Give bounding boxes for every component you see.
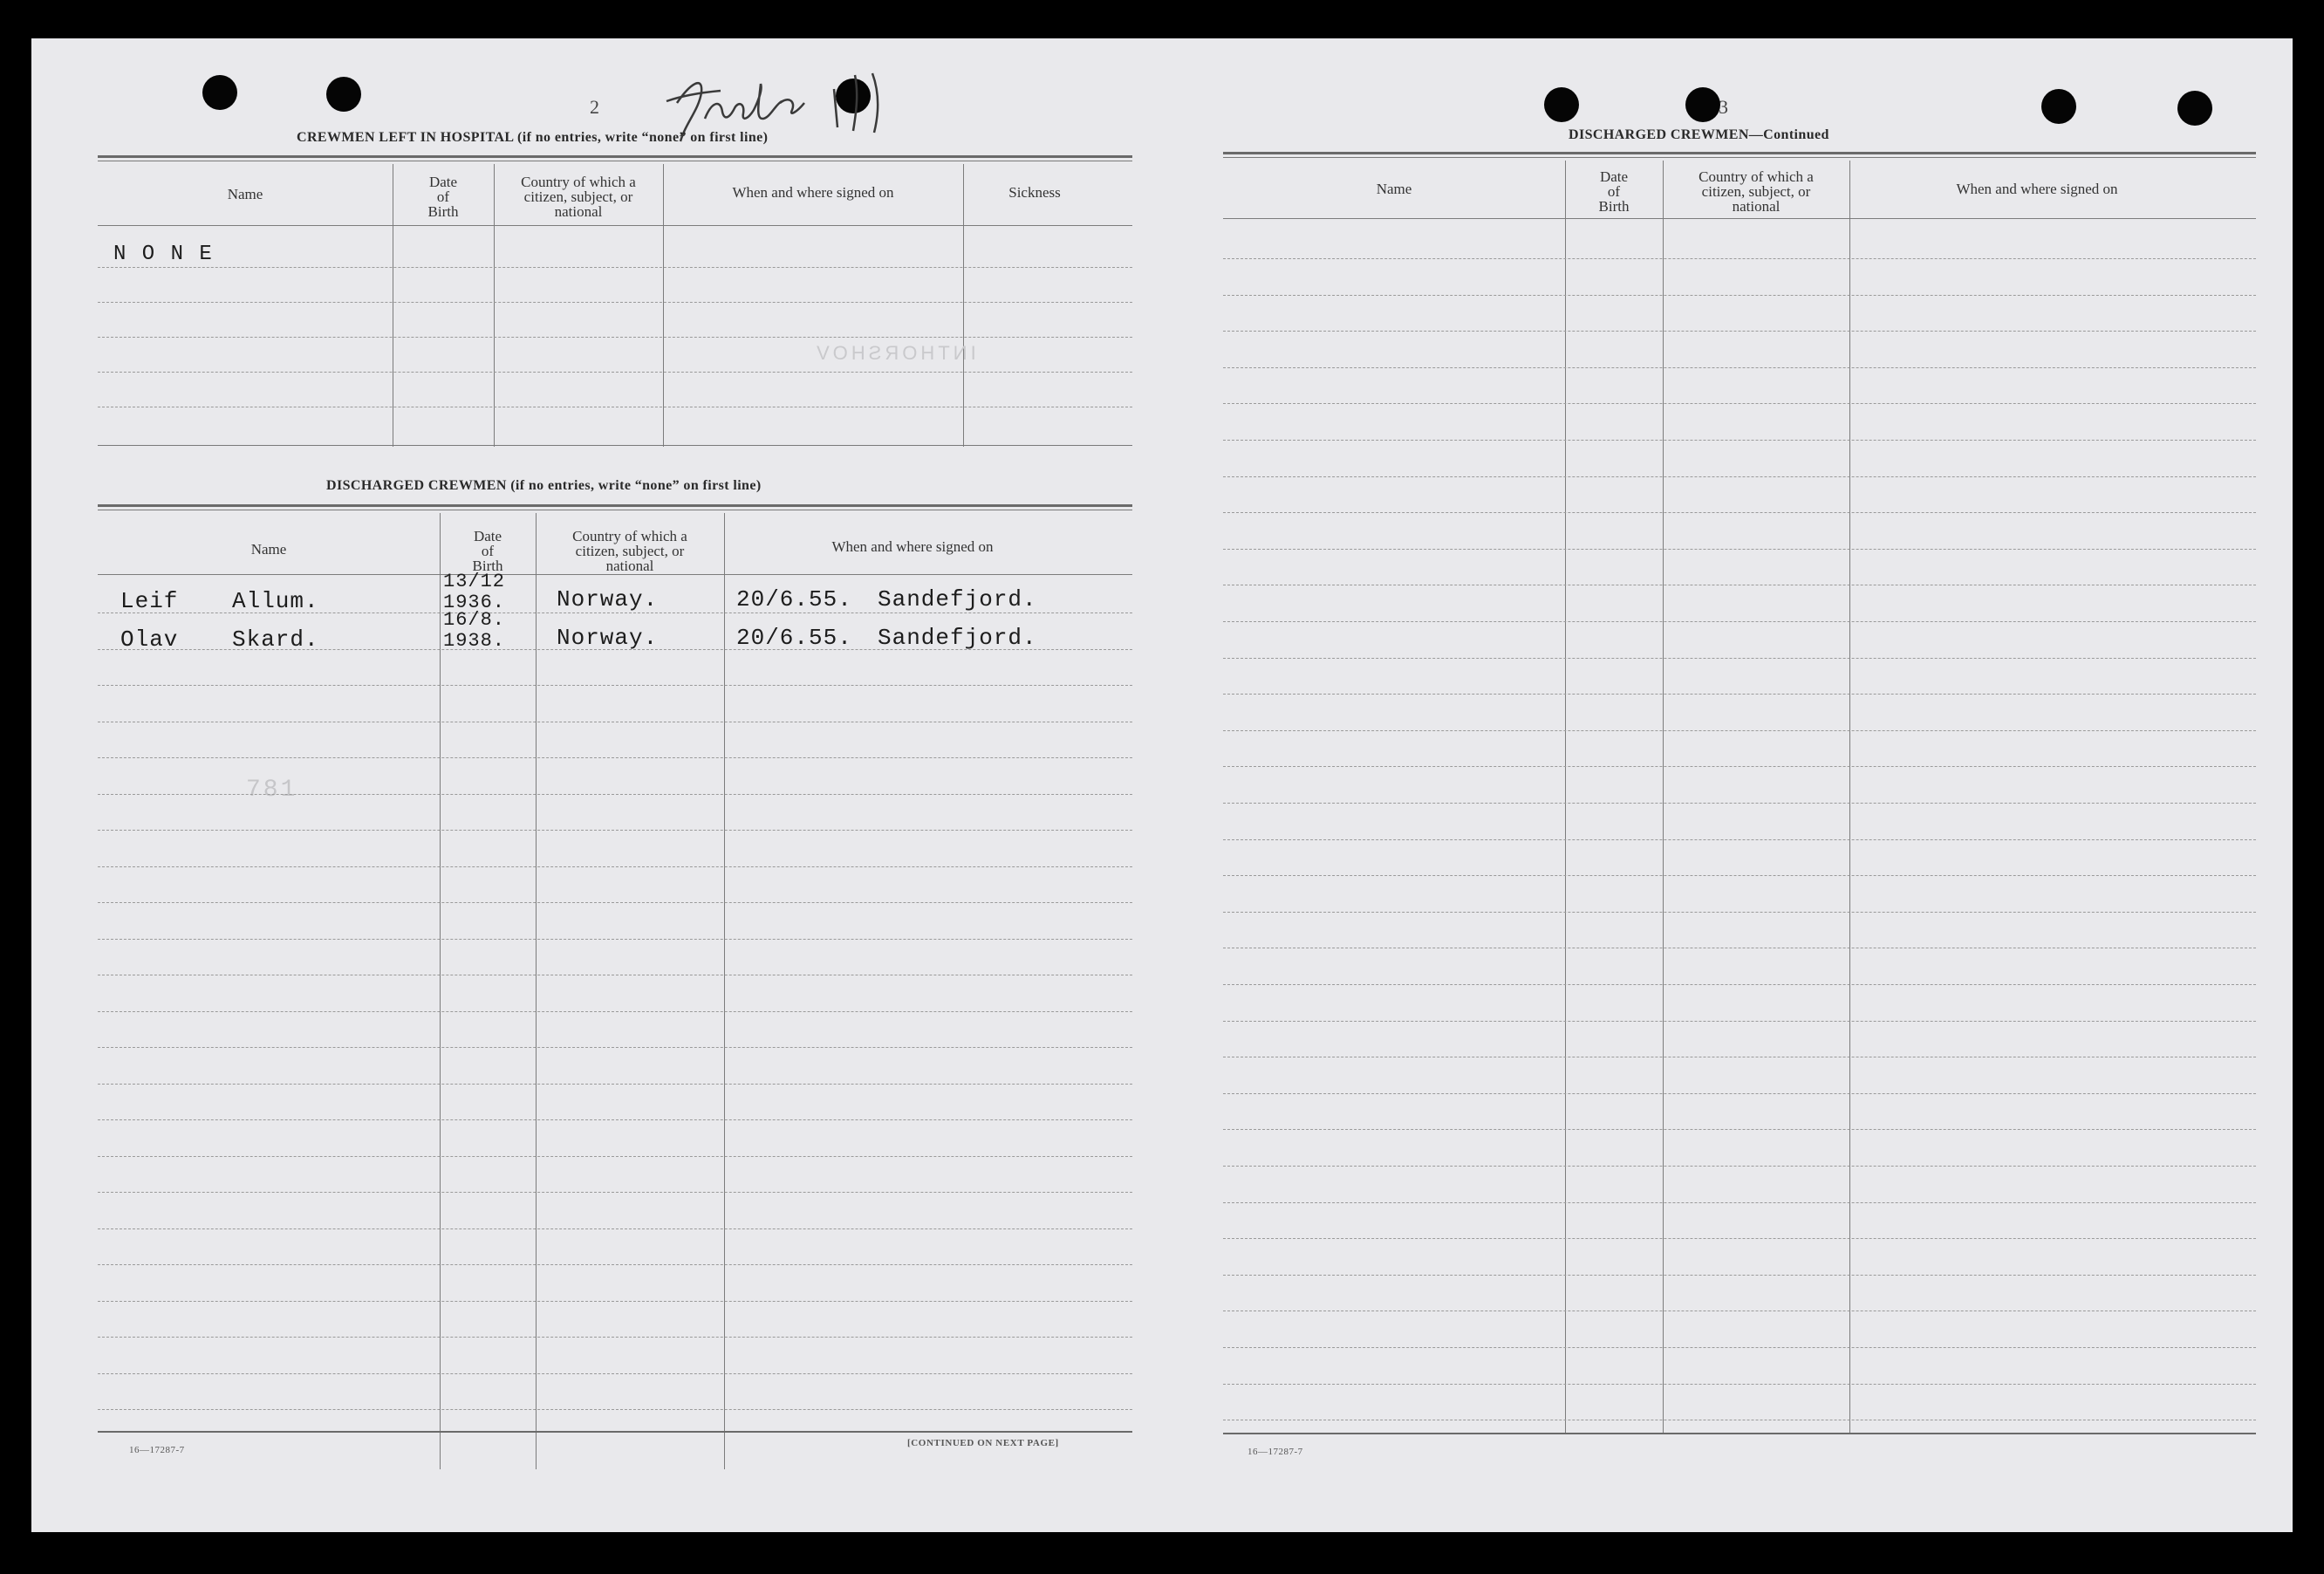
- ruled-line: [1223, 1129, 2256, 1130]
- ruled-line: [98, 1373, 1132, 1374]
- ruled-line: [98, 1409, 1132, 1410]
- row1-dob-bottom: 1936.: [443, 592, 506, 613]
- ruled-line: [1223, 258, 2256, 259]
- right-bottom-rule: [1223, 1433, 2256, 1434]
- ruled-line: [1223, 803, 2256, 804]
- ruled-line: [1223, 875, 2256, 876]
- ruled-line: [1223, 912, 2256, 913]
- ruled-line: [1223, 984, 2256, 985]
- ruled-line: [1223, 476, 2256, 477]
- ruled-line: [1223, 766, 2256, 767]
- ruled-line: [98, 372, 1132, 373]
- discharged-col-divider: [536, 513, 537, 1469]
- right-header-bottom: [1223, 218, 2256, 219]
- hospital-header-bottom: [98, 225, 1132, 226]
- ruled-line: [1223, 730, 2256, 731]
- row2-signed-place: Sandefjord.: [878, 625, 1037, 651]
- hospital-col-signed: When and where signed on: [732, 183, 894, 201]
- punch-hole: [202, 75, 237, 110]
- ruled-line: [1223, 1384, 2256, 1385]
- ruled-line: [1223, 694, 2256, 695]
- ruled-line: [98, 902, 1132, 903]
- row2-signed-date: 20/6.55.: [736, 625, 852, 651]
- bleed-through-stamp: INTHORSHOV: [813, 342, 976, 364]
- ruled-line: [1223, 367, 2256, 368]
- hospital-col-divider: [494, 164, 495, 447]
- row1-last-name: Allum.: [232, 588, 319, 614]
- ruled-line: [98, 1192, 1132, 1193]
- punch-hole: [2177, 91, 2212, 126]
- row1-country: Norway.: [557, 586, 659, 612]
- punch-hole: [2041, 89, 2076, 124]
- hospital-title-text: CREWMEN LEFT IN HOSPITAL: [297, 130, 514, 145]
- ruled-line: [1223, 1093, 2256, 1094]
- hospital-section-title: [297, 130, 768, 146]
- discharged-col-name: Name: [250, 540, 287, 558]
- row1-first-name: Leif: [120, 588, 179, 614]
- row2-dob-bottom: 1938.: [443, 630, 506, 652]
- ruled-line: [98, 1084, 1132, 1085]
- ruled-line: [98, 1337, 1132, 1338]
- discharged-col-signed: When and where signed on: [831, 537, 994, 555]
- left-form-code: 16—17287-7: [129, 1445, 185, 1455]
- ruled-line: [1223, 512, 2256, 513]
- row2-first-name: Olav: [120, 626, 179, 653]
- ruled-line: [98, 794, 1132, 795]
- punch-hole: [1685, 87, 1720, 122]
- hospital-col-dob: Date of Birth: [427, 173, 459, 220]
- continued-note: [CONTINUED ON NEXT PAGE]: [907, 1438, 1059, 1448]
- right-col-divider: [1663, 161, 1664, 1434]
- ruled-line: [98, 1119, 1132, 1120]
- document-sheet: [31, 38, 2293, 1532]
- row1-signed-date: 20/6.55.: [736, 586, 852, 612]
- hospital-title-note: (if no entries, write “none” on first line): [517, 130, 769, 145]
- discharged-title-text: DISCHARGED CREWMEN: [326, 478, 507, 493]
- discharged-title-note: (if no entries, write “none” on first line): [510, 478, 762, 493]
- ruled-line: [1223, 549, 2256, 550]
- ruled-line: [98, 685, 1132, 686]
- ruled-line: [98, 939, 1132, 940]
- row2-dob-top: 16/8.: [443, 609, 506, 631]
- right-col-country: Country of which a citizen, subject, or national: [1699, 168, 1814, 215]
- row1-dob-top: 13/12: [443, 571, 506, 592]
- ruled-line: [98, 302, 1132, 303]
- ruled-line: [1223, 295, 2256, 296]
- ruled-line: [1223, 1347, 2256, 1348]
- right-form-code: 16—17287-7: [1247, 1447, 1303, 1457]
- discharged-header-bottom: [98, 574, 1132, 575]
- ruled-line: [98, 1264, 1132, 1265]
- ruled-line: [98, 830, 1132, 831]
- discharged-section-title: [326, 478, 762, 494]
- right-col-name: Name: [1376, 180, 1412, 197]
- discharged-col-divider: [440, 513, 441, 1469]
- left-page-number: 2: [590, 96, 599, 118]
- hospital-col-divider: [963, 164, 964, 447]
- ruled-line: [98, 267, 1132, 268]
- ruled-line: [98, 1156, 1132, 1157]
- hospital-col-country: Country of which a citizen, subject, or national: [521, 173, 636, 220]
- ruled-line: [98, 866, 1132, 867]
- ruled-line: [98, 1011, 1132, 1012]
- right-section-title: DISCHARGED CREWMEN—Continued: [1569, 127, 1829, 142]
- punch-hole: [1544, 87, 1579, 122]
- discharged-top-rule: [98, 504, 1132, 507]
- right-col-divider: [1565, 161, 1566, 1434]
- discharged-col-country: Country of which a citizen, subject, or national: [572, 527, 687, 574]
- ruled-line: [1223, 440, 2256, 441]
- ruled-line: [1223, 658, 2256, 659]
- hospital-col-sickness: Sickness: [1008, 183, 1061, 201]
- hospital-top-rule: [98, 155, 1132, 158]
- right-top-rule-thin: [1223, 157, 2256, 158]
- ruled-line: [1223, 1202, 2256, 1203]
- row1-signed-place: Sandefjord.: [878, 586, 1037, 612]
- ruled-line: [98, 337, 1132, 338]
- ruled-line: [1223, 1275, 2256, 1276]
- row2-country: Norway.: [557, 625, 659, 651]
- ruled-line: [1223, 331, 2256, 332]
- hospital-col-divider: [663, 164, 664, 447]
- left-bottom-rule: [98, 1431, 1132, 1433]
- ruled-line: [1223, 1166, 2256, 1167]
- discharged-col-divider: [724, 513, 725, 1469]
- ruled-line: [98, 757, 1132, 758]
- right-page-number: 3: [1719, 96, 1728, 118]
- ruled-line: [1223, 1021, 2256, 1022]
- ruled-line: [98, 1301, 1132, 1302]
- right-col-dob: Date of Birth: [1598, 168, 1630, 215]
- right-col-signed: When and where signed on: [1956, 180, 2118, 197]
- hospital-col-name: Name: [227, 185, 263, 202]
- right-top-rule: [1223, 152, 2256, 154]
- hospital-entry-none: N O N E: [113, 243, 214, 266]
- right-col-divider: [1849, 161, 1850, 1434]
- bleed-through-number: 781: [246, 777, 298, 804]
- ruled-line: [1223, 1238, 2256, 1239]
- ruled-line: [1223, 621, 2256, 622]
- ruled-line: [1223, 403, 2256, 404]
- row2-last-name: Skard.: [232, 626, 319, 653]
- hospital-bottom-rule: [98, 445, 1132, 446]
- discharged-col-dob: Date of Birth: [472, 527, 503, 574]
- punch-hole: [326, 77, 361, 112]
- ruled-line: [98, 1047, 1132, 1048]
- ruled-line: [98, 1228, 1132, 1229]
- ruled-line: [1223, 839, 2256, 840]
